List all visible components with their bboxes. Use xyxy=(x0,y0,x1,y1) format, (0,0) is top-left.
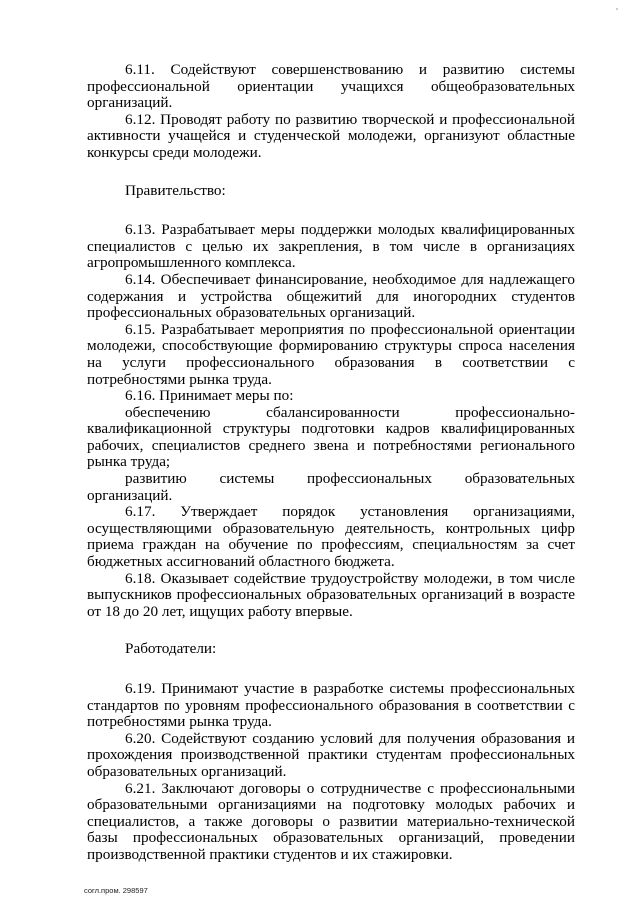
document-body xyxy=(87,62,575,864)
paragraph-6-13: 6.13. Разрабатывает меры поддержки молодых квалифицированных специалистов с целью их закрепления, в том числе в организациях агропромышленного комплекса. xyxy=(87,221,575,272)
paragraph-6-12: 6.12. Проводят работу по развитию творческой и профессиональной активности учащейся и студенческой молодежи, организуют областные конкурсы среди молодежи. xyxy=(87,110,575,161)
scan-dot xyxy=(616,8,618,10)
heading-government: Правительство: xyxy=(125,181,226,199)
paragraph-6-20: 6.20. Содействуют созданию условий для получения образования и прохождения производственной практики студентам профессиональных образовательных организаций. xyxy=(87,729,575,780)
paragraph-6-21: 6.21. Заключают договоры о сотрудничестве с профессиональными образовательными организациями на подготовку молодых рабочих и специалистов, а также договоры о развитии материально-технической базы профессиональных образовательных организаций, проведении производственной практики студентов и их стажировки. xyxy=(87,779,575,863)
paragraph-6-15: 6.15. Разрабатывает мероприятия по профессиональной ориентации молодежи, способствующие формированию структуры спроса населения на услуги профессионального образования в соответствии с потребностями рынка труда. xyxy=(87,320,575,388)
paragraph-6-19: 6.19. Принимают участие в разработке системы профессиональных стандартов по уровням профессионального образования в соответствии с потребностями рынка труда. xyxy=(87,680,575,731)
paragraph-6-11: 6.11. Содействуют совершенствованию и развитию системы профессиональной ориентации учащихся общеобразовательных организаций. xyxy=(87,61,575,112)
paragraph-6-16: 6.16. Принимает меры по: xyxy=(125,387,294,405)
paragraph-6-17: 6.17. Утверждает порядок установления организациями, осуществляющими образовательную деятельность, контрольных цифр приема граждан на обучение по профессиям, специальностям за счет бюджетных ассигнований областного бюджета. xyxy=(87,503,575,571)
heading-employers: Работодатели: xyxy=(125,640,217,658)
footer-reference: согл.пром. 298597 xyxy=(84,886,148,895)
paragraph-6-16-item-1: обеспечению сбалансированности профессионально-квалификационной структуры подготовки кадров квалифицированных рабочих, специалистов среднего звена и потребностями регионального рынка труда; xyxy=(87,403,575,471)
paragraph-6-18: 6.18. Оказывает содействие трудоустройству молодежи, в том числе выпускников профессиональных образовательных организаций в возрасте от 18 до 20 лет, ищущих работу впервые. xyxy=(87,569,575,620)
paragraph-6-14: 6.14. Обеспечивает финансирование, необходимое для надлежащего содержания и устройства общежитий для иногородних студентов профессиональных образовательных организаций. xyxy=(87,270,575,322)
paragraph-6-16-item-2: развитию системы профессиональных образовательных организаций. xyxy=(87,470,575,504)
